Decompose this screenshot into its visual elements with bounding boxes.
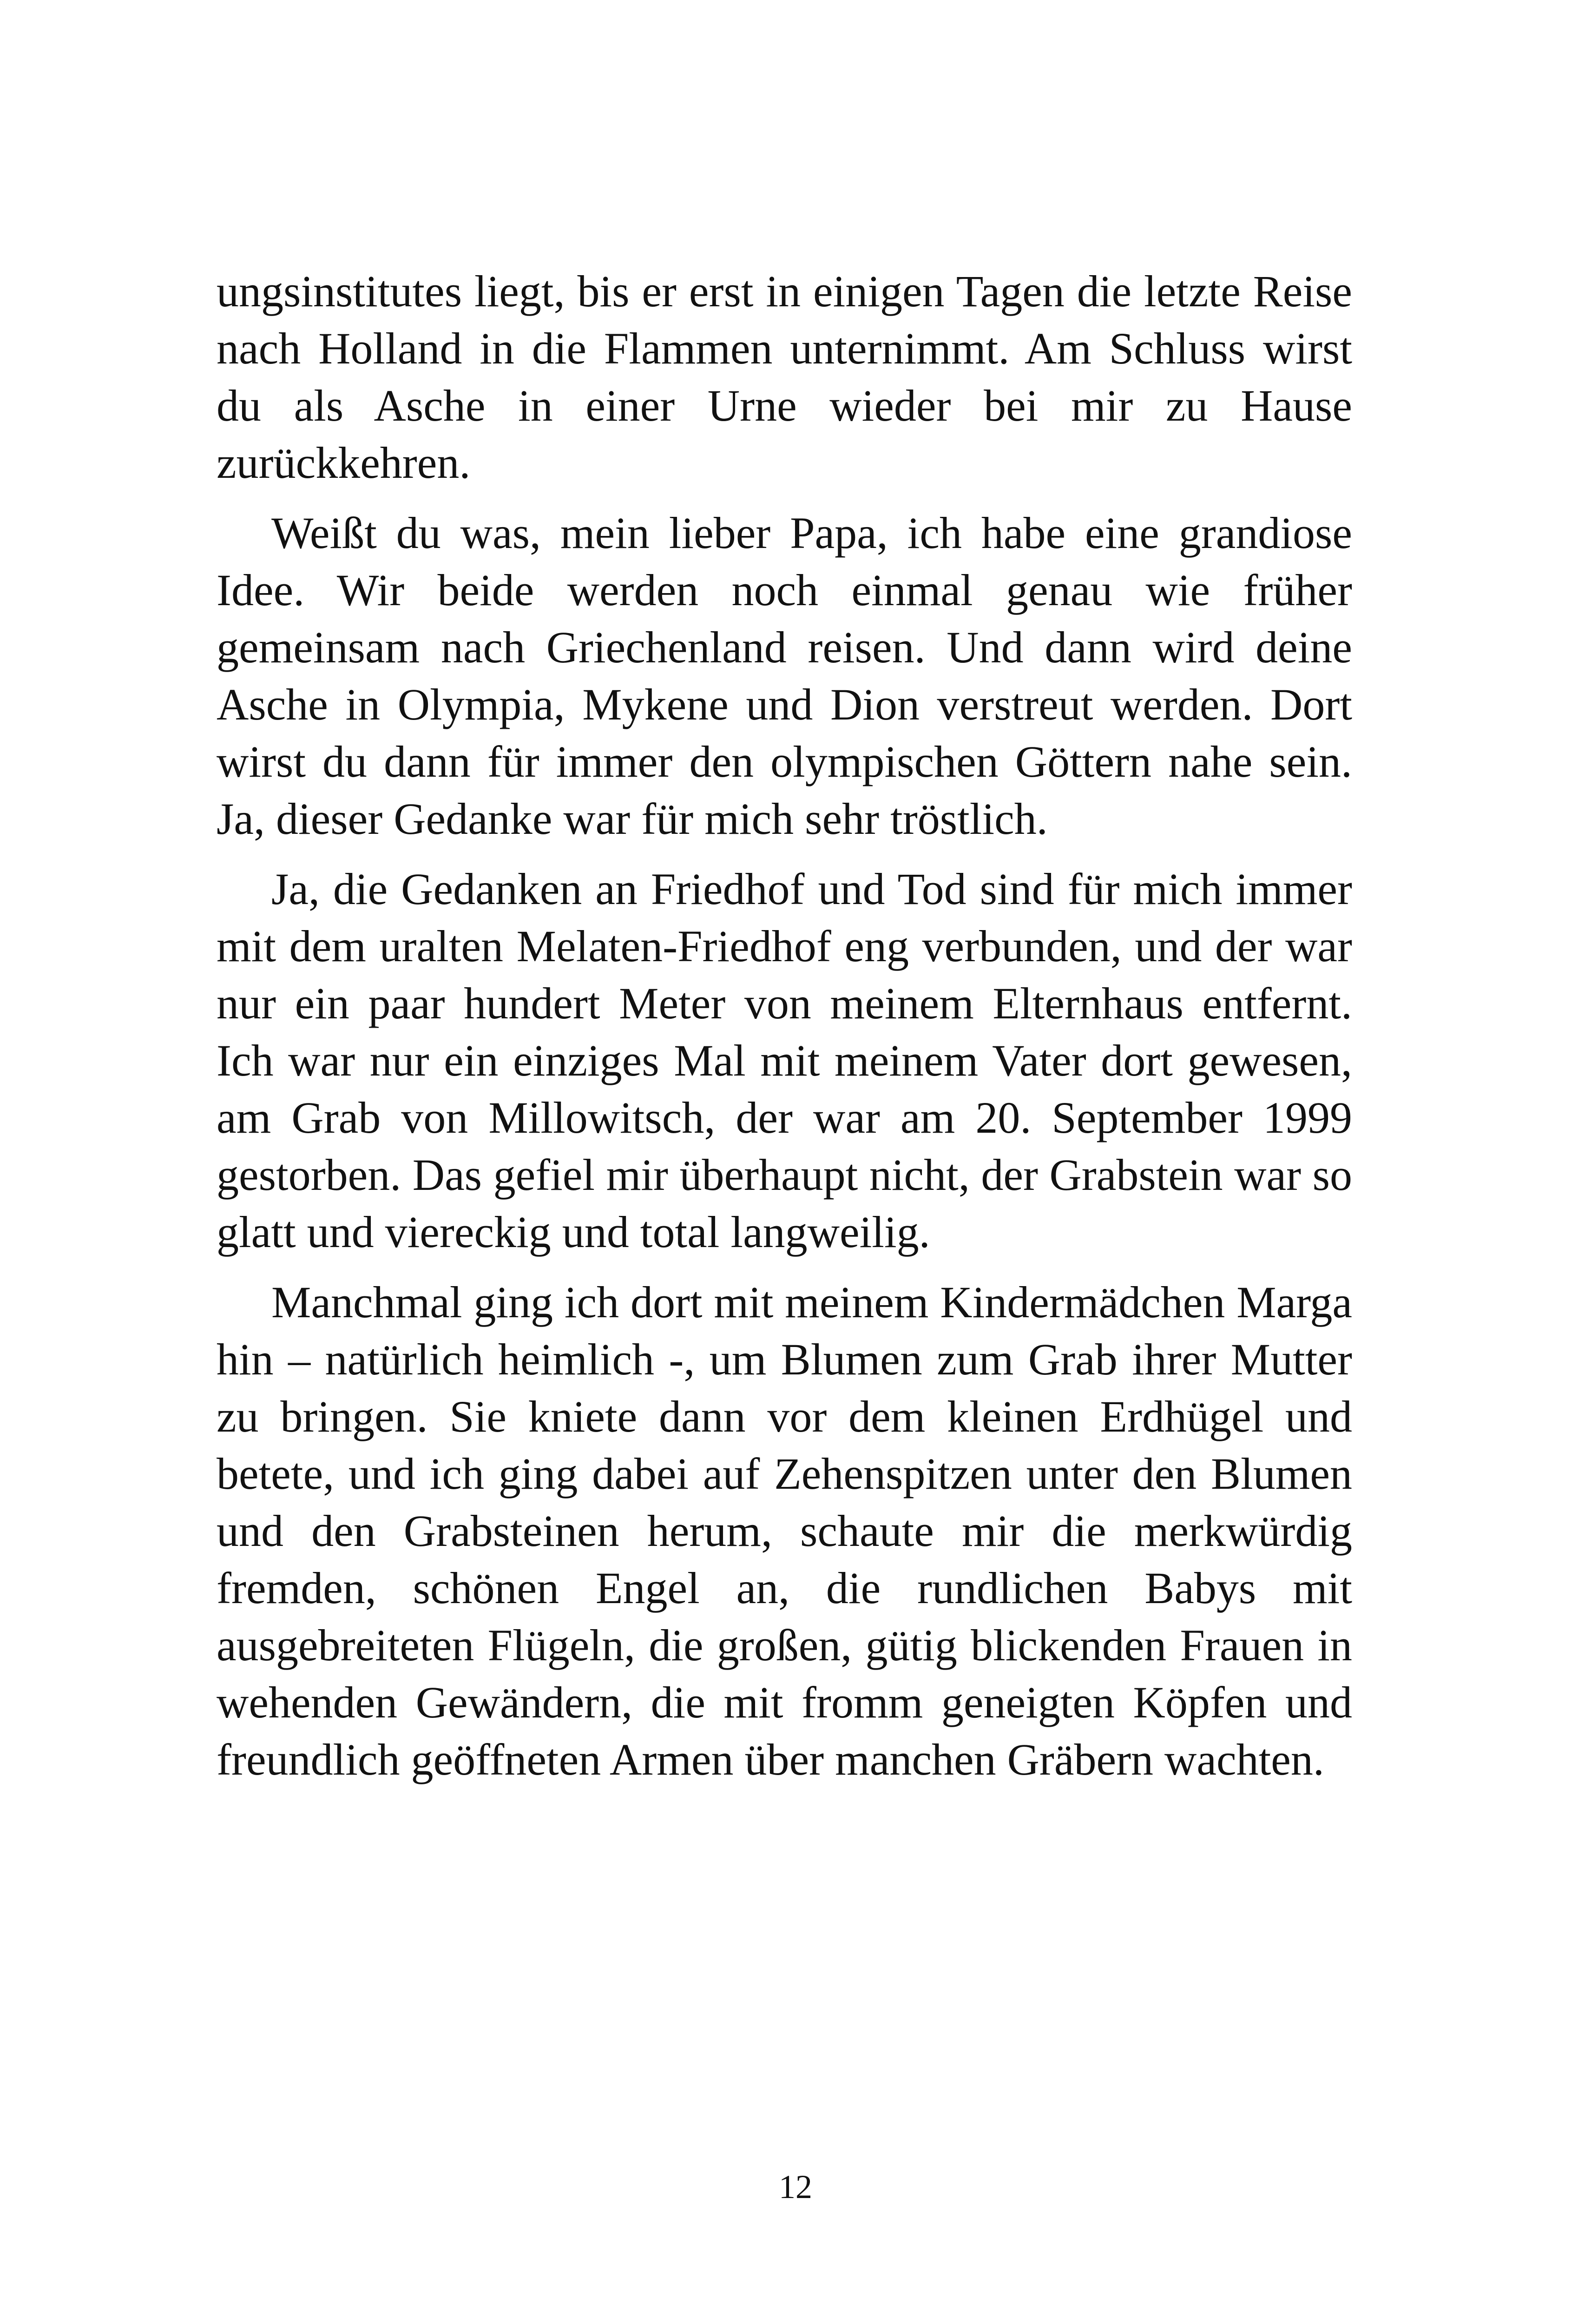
paragraph-3: Ja, die Gedanken an Friedhof und Tod sind für mich immer mit dem uralten Melaten-Friedhof eng verbunden, und der war nur ein paar hundert Meter von meinem Elternhaus entfernt. Ich war nur ein einziges Mal mit meinem Vater dort gewesen, am Grab von Millowitsch, der war am 20. September 1999 gestorben. Das gefiel mir überhaupt nicht, der Grabstein war so glatt und viereckig und total langweilig. xyxy=(217,864,1352,1257)
body-text xyxy=(217,263,1352,1801)
paragraph-1: ungsinstitutes liegt, bis er erst in einigen Tagen die letzte Reise nach Holland in die Flammen unternimmt. Am Schluss wirst du als Asche in einer Urne wieder bei mir zu Hause zurückkehren. xyxy=(217,266,1352,488)
page-number: 12 xyxy=(779,2168,812,2205)
paragraph-2: Weißt du was, mein lieber Papa, ich habe eine grandiose Idee. Wir beide werden noch einmal genau wie früher gemeinsam nach Griechenland reisen. Und dann wird deine Asche in Olympia, Mykene und Dion verstreut werden. Dort wirst du dann für immer den olympischen Göttern nahe sein. Ja, dieser Gedanke war für mich sehr tröstlich. xyxy=(217,508,1352,844)
paragraph-4: Manchmal ging ich dort mit meinem Kindermädchen Marga hin – natürlich heimlich -, um Blumen zum Grab ihrer Mutter zu bringen. Sie kniete dann vor dem kleinen Erdhügel und betete, und ich ging dabei auf Zehenspitzen unter den Blumen und den Grabsteinen herum, schaute mir die merkwürdig fremden, schönen Engel an, die rundlichen Babys mit ausgebreiteten Flügeln, die großen, gütig blickenden Frauen in wehenden Gewändern, die mit fromm geneigten Köpfen und freundlich geöffneten Armen über manchen Gräbern wachten. xyxy=(217,1277,1352,1784)
